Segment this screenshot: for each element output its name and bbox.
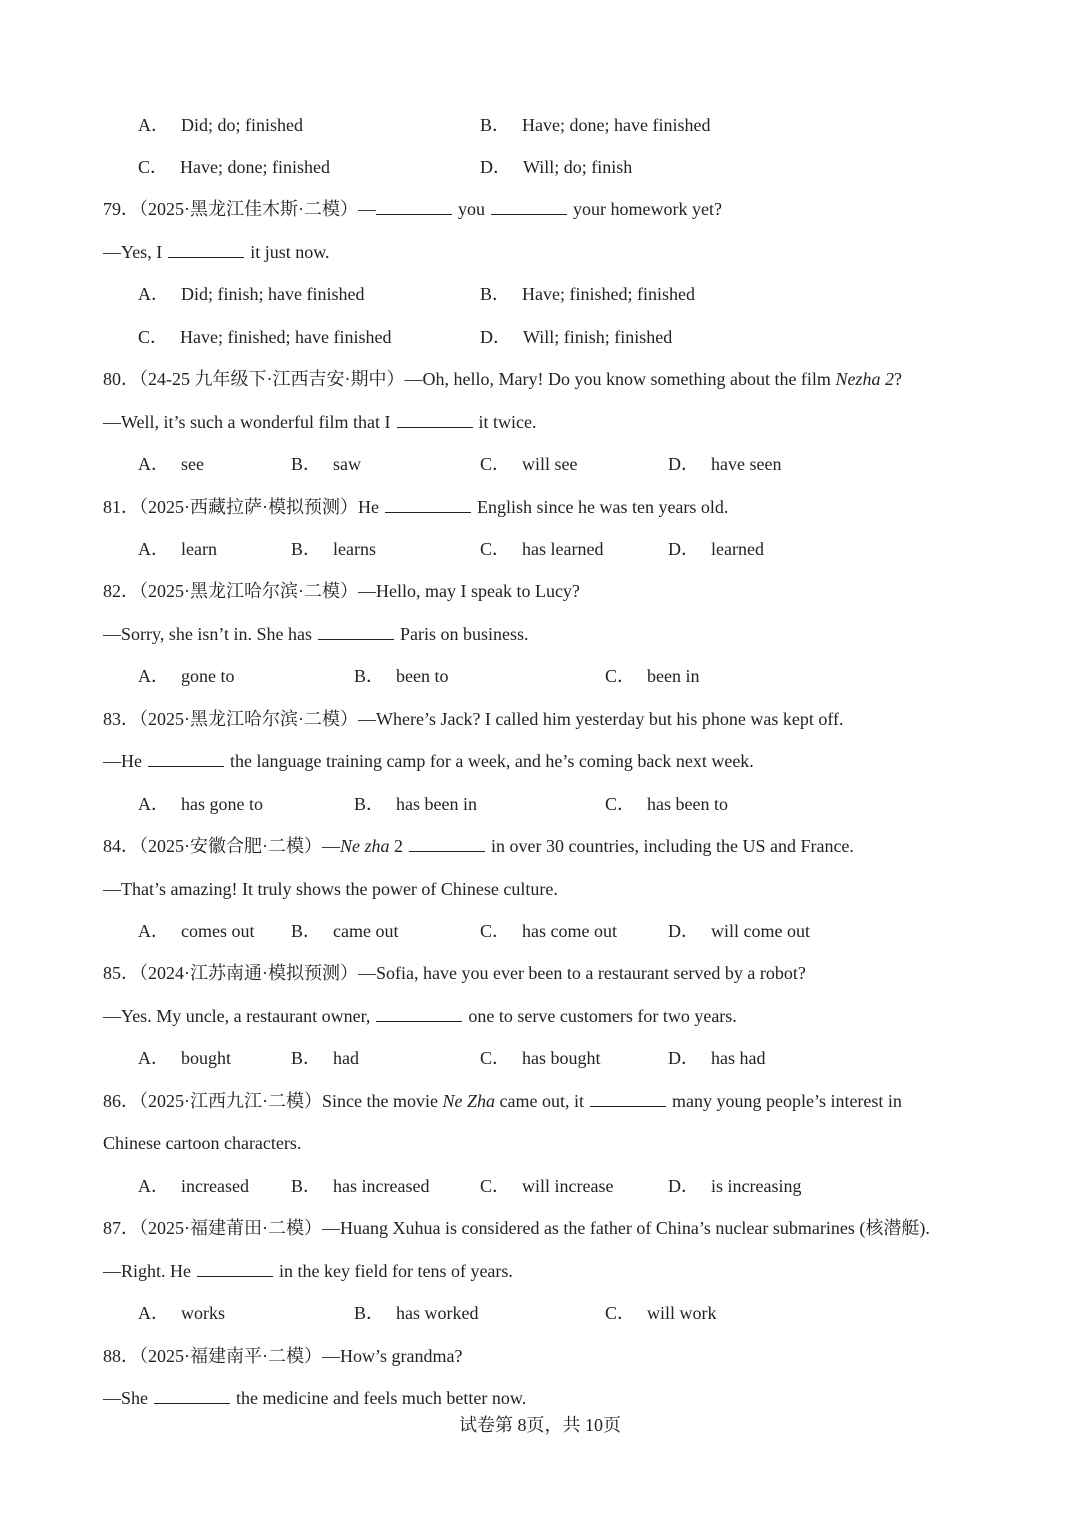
- q82-option-c: C． been in: [605, 666, 700, 686]
- q87-reply: —Right. He in the key field for tens of years.: [103, 1261, 513, 1281]
- q78-option-b: B． Have; done; have finished: [480, 115, 711, 135]
- q84-option-c: C． has come out: [480, 921, 617, 941]
- q81-stem: 81．（2025·西藏拉萨·模拟预测）He English since he was ten years old.: [103, 497, 729, 517]
- q80-reply: —Well, it’s such a wonderful film that I it twice.: [103, 412, 537, 432]
- q80-option-c: C． will see: [480, 454, 578, 474]
- answer-blank: [154, 1387, 230, 1404]
- q82-option-a: A． gone to: [138, 666, 235, 686]
- q79-option-c: C． Have; finished; have finished: [138, 327, 392, 347]
- answer-blank: [376, 1005, 462, 1022]
- q83-stem: 83．（2025·黑龙江哈尔滨·二模）—Where’s Jack? I called him yesterday but his phone was kept off.: [103, 709, 844, 729]
- q83-reply: —He the language training camp for a week, and he’s coming back next week.: [103, 751, 754, 771]
- q83-option-a: A． has gone to: [138, 794, 263, 814]
- q88-stem: 88．（2025·福建南平·二模）—How’s grandma?: [103, 1346, 463, 1366]
- q85-option-b: B． had: [291, 1048, 360, 1068]
- q85-stem: 85．（2024·江苏南通·模拟预测）—Sofia, have you ever been to a restaurant served by a robot?: [103, 963, 806, 983]
- q82-stem: 82．（2025·黑龙江哈尔滨·二模）—Hello, may I speak to Lucy?: [103, 581, 580, 601]
- q80-option-d: D． have seen: [668, 454, 782, 474]
- q84-option-d: D． will come out: [668, 921, 810, 941]
- q78-option-a: A． Did; do; finished: [138, 115, 303, 135]
- q84-option-a: A． comes out: [138, 921, 255, 941]
- q85-option-a: A． bought: [138, 1048, 232, 1068]
- q84-stem: 84．（2025·安徽合肥·二模）—Ne zha 2 in over 30 countries, including the US and France.: [103, 836, 854, 856]
- q86-option-b: B． has increased: [291, 1176, 430, 1196]
- q80-option-a: A． see: [138, 454, 204, 474]
- answer-blank: [376, 198, 452, 215]
- q87-option-a: A． works: [138, 1303, 225, 1323]
- q79-stem: 79．（2025·黑龙江佳木斯·二模）— you your homework yet?: [103, 199, 722, 219]
- answer-blank: [148, 750, 224, 767]
- q85-option-d: D． has had: [668, 1048, 766, 1068]
- q86-stem: 86．（2025·江西九江·二模）Since the movie Ne Zha came out, it many young people’s interest in: [103, 1091, 902, 1111]
- q82-option-b: B． been to: [354, 666, 449, 686]
- q80-stem: 80．（24-25 九年级下·江西吉安·期中）—Oh, hello, Mary! Do you know something about the film Nezha 2?: [103, 369, 902, 389]
- q81-option-b: B． learns: [291, 539, 376, 559]
- q87-option-c: C． will work: [605, 1303, 717, 1323]
- q85-reply: —Yes. My uncle, a restaurant owner, one to serve customers for two years.: [103, 1006, 737, 1026]
- q81-option-a: A． learn: [138, 539, 217, 559]
- q84-reply: —That’s amazing! It truly shows the power of Chinese culture.: [103, 879, 558, 899]
- answer-blank: [491, 198, 567, 215]
- answer-blank: [385, 496, 471, 513]
- q86-option-a: A． increased: [138, 1176, 249, 1196]
- q79-option-d: D． Will; finish; finished: [480, 327, 673, 347]
- q88-reply: —She the medicine and feels much better now.: [103, 1388, 527, 1408]
- answer-blank: [197, 1260, 273, 1277]
- answer-blank: [590, 1090, 666, 1107]
- answer-blank: [409, 835, 485, 852]
- q83-option-b: B． has been in: [354, 794, 477, 814]
- q86-option-d: D． is increasing: [668, 1176, 802, 1196]
- q81-option-c: C． has learned: [480, 539, 604, 559]
- q86-option-c: C． will increase: [480, 1176, 614, 1196]
- page-footer: 试卷第 8页，共 10页: [459, 1415, 621, 1435]
- q87-option-b: B． has worked: [354, 1303, 479, 1323]
- q85-option-c: C． has bought: [480, 1048, 601, 1068]
- q82-reply: —Sorry, she isn’t in. She has Paris on business.: [103, 624, 529, 644]
- answer-blank: [397, 411, 473, 428]
- q83-option-c: C． has been to: [605, 794, 728, 814]
- q78-option-d: D． Will; do; finish: [480, 157, 633, 177]
- answer-blank: [168, 241, 244, 258]
- q87-stem: 87．（2025·福建莆田·二模）—Huang Xuhua is considered as the father of China’s nuclear submarines (核潜艇).: [103, 1218, 930, 1238]
- q78-option-c: C． Have; done; finished: [138, 157, 330, 177]
- answer-blank: [318, 623, 394, 640]
- q81-option-d: D． learned: [668, 539, 764, 559]
- q79-reply: —Yes, I it just now.: [103, 242, 330, 262]
- q86-stem-continued: Chinese cartoon characters.: [103, 1133, 302, 1153]
- q80-option-b: B． saw: [291, 454, 362, 474]
- q79-option-b: B． Have; finished; finished: [480, 284, 695, 304]
- q84-option-b: B． came out: [291, 921, 399, 941]
- q79-option-a: A． Did; finish; have finished: [138, 284, 365, 304]
